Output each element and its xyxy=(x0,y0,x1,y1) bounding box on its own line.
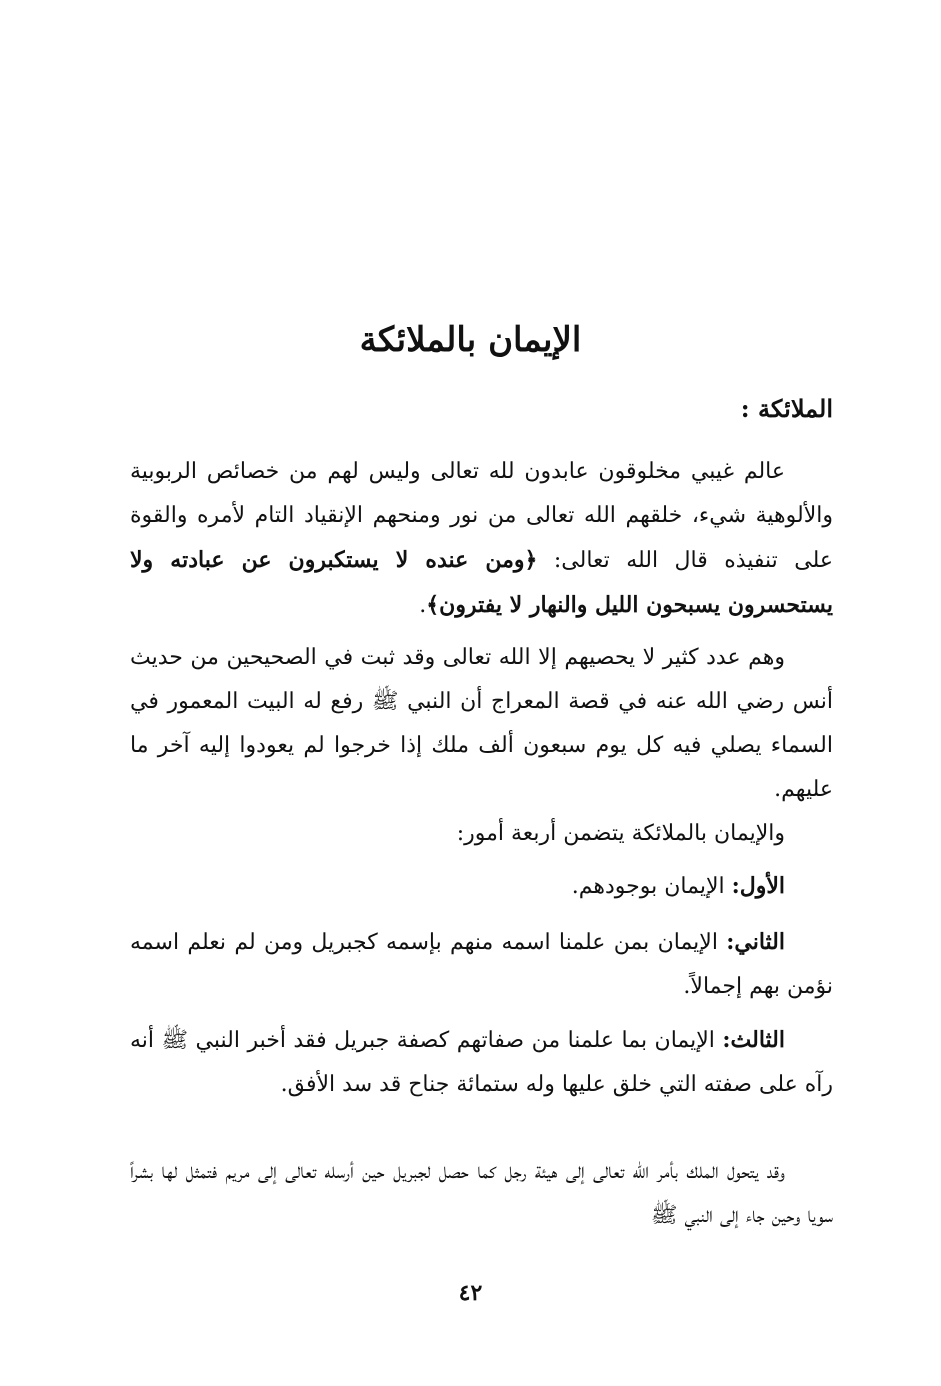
list-item-second xyxy=(130,920,833,1009)
item-label-third: الثالث: xyxy=(722,1027,785,1053)
count-text: وهم عدد كثير لا يحصيهم إلا الله تعالى وقد ثبت في الصحيحين من حديث أنس رضي الله عنه في قصة المعراج أن النبي ﷺ رفع له البيت المعمور في السماء يصلي فيه كل يوم سبعون ألف ملك إذا خرجوا لم يعودوا إليه آخر ما عليهم. xyxy=(130,645,833,802)
paragraph-definition xyxy=(130,450,833,628)
four-matters-text: والإيمان بالملائكة يتضمن أربعة أمور: xyxy=(456,821,785,846)
definition-end: . xyxy=(419,593,427,618)
section-heading: الملائكة : xyxy=(740,394,833,423)
transformation-text: وقد يتحول الملك بأمر الله تعالى إلى هيئة رجل كما حصل لجبريل حين أرسله تعالى إلى مريم فتمثل لها بشراً سويا وحين جاء إلى النبي ﷺ xyxy=(130,1159,833,1228)
definition-text: عالم غيبي مخلوقون عابدون لله تعالى وليس لهم من خصائص الربوبية والألوهية شيء، خلقهم الله تعالى من نور ومنحهم الإنقياد التام لأمره والقوة على تنفيذه قال الله تعالى: xyxy=(130,459,833,573)
item-label-second: الثاني: xyxy=(726,929,785,955)
quran-verse: ﴿ومن عنده لا يستكبرون عن عبادته ولا يستحسرون يسبحون الليل والنهار لا يفترون﴾ xyxy=(130,547,833,618)
list-item-third xyxy=(130,1018,833,1107)
item-text-first: الإيمان بوجودهم. xyxy=(571,874,732,899)
list-item-first xyxy=(130,864,833,909)
item-text-second: الإيمان بمن علمنا اسمه منهم بإسمه كجبريل ومن لم نعلم اسمه نؤمن بهم إجمالاً. xyxy=(130,930,833,999)
page-title: الإيمان بالملائكة xyxy=(359,320,582,360)
page-number: ٤٢ xyxy=(458,1280,483,1306)
paragraph-four-matters xyxy=(130,812,833,856)
paragraph-transformation xyxy=(130,1150,833,1238)
paragraph-count xyxy=(130,636,833,812)
item-label-first: الأول: xyxy=(731,873,785,899)
item-text-third: الإيمان بما علمنا من صفاتهم كصفة جبريل فقد أخبر النبي ﷺ أنه رآه على صفته التي خلق عليها وله ستمائة جناح قد سد الأفق. xyxy=(130,1028,833,1097)
